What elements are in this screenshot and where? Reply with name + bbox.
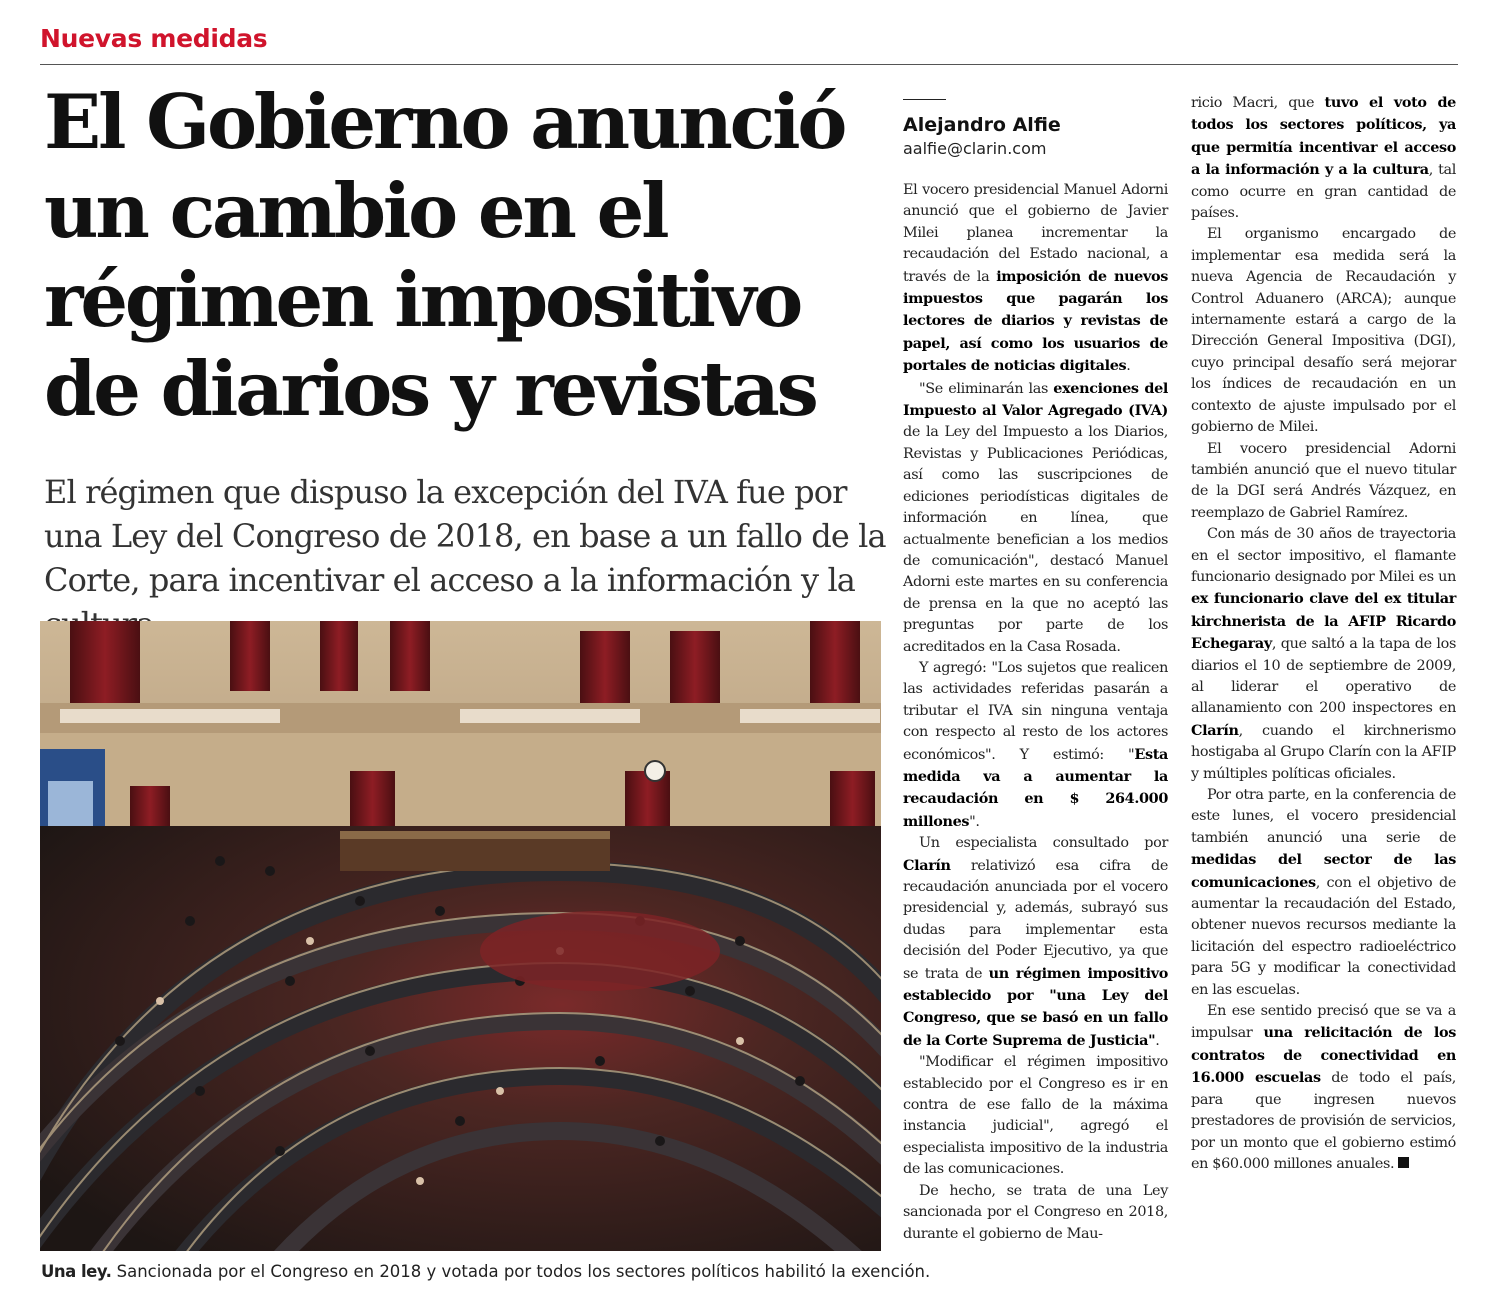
- body-paragraph-continued: [1191, 92, 1456, 224]
- text-run: , que saltó a la tapa de los diarios el 10 de septiembre de 2009, al liderar el operativo de allanamiento con 200 inspectores en: [1191, 636, 1456, 717]
- text-run: Un especialista consultado por: [919, 835, 1168, 852]
- end-mark-icon: [1398, 1157, 1409, 1168]
- photo-illustration: [40, 621, 881, 1251]
- text-run: , tal como ocurre en gran cantidad de países.: [1191, 162, 1456, 222]
- bold-run: exenciones del Impuesto al Valor Agregado (IVA): [903, 379, 1168, 420]
- body-paragraph: [1191, 224, 1456, 438]
- text-run: En ese sentido precisó que se va a impulsar: [1191, 1003, 1456, 1042]
- body-paragraph: [903, 378, 1168, 658]
- text-run: El vocero presidencial Adorni también anunció que el nuevo titular de la DGI será Andrés Vázquez, en reemplazo de Gabriel Ramírez.: [1191, 440, 1456, 521]
- text-run: Con más de 30 años de trayectoria en el sector impositivo, el flamante funcionario designado por Milei es un: [1191, 526, 1456, 585]
- bold-run: ex funcionario clave del ex titular kirchnerista de la AFIP Ricardo Echegaray: [1191, 590, 1456, 653]
- body-paragraph: [903, 1052, 1168, 1180]
- text-run: El organismo encargado de implementar esa medida será la nueva Agencia de Recaudación y Control Aduanero (ARCA); aunque internamente estará a cargo de la Dirección General Impositiva (DGI), cuyo principal desafío será mejorar los índices de recaudación en un contexto de ajuste impulsado por el gobierno de Milei.: [1191, 226, 1456, 436]
- body-paragraph: [1191, 785, 1456, 1001]
- byline-author: Alejandro Alfie: [903, 114, 1061, 136]
- body-paragraph: [903, 1181, 1168, 1245]
- body-paragraph: [903, 180, 1168, 378]
- text-run: De hecho, se trata de una Ley sancionada por el Congreso en 2018, durante el gobierno de Mau-: [903, 1182, 1168, 1242]
- bold-run: imposición de nuevos impuestos que pagarán los lectores de diarios y revistas de papel, así como los usuarios de portales de noticias digitales: [903, 267, 1168, 375]
- text-run: de todo el país, para que ingresen nuevos prestadores de provisión de servicios, por un monto que el gobierno estimó en $60.000 millones anuales.: [1191, 1070, 1456, 1172]
- byline-divider: [903, 99, 946, 100]
- text-run: , con el objetivo de aumentar la recaudación del Estado, obtener nuevos recursos mediante la licitación del espectro radioeléctrico para 5G y modificar la conectividad en las escuelas.: [1191, 874, 1456, 998]
- caption-lead: Una ley.: [41, 1262, 112, 1281]
- body-paragraph: [1191, 439, 1456, 525]
- body-paragraph: [903, 658, 1168, 833]
- bold-run: Clarín: [903, 856, 951, 874]
- text-run: El vocero presidencial Manuel Adorni anunció que el gobierno de Javier Milei planea incrementar la recaudación del Estado nacional, a través de la: [903, 182, 1168, 285]
- bold-run: un régimen impositivo establecido por "una Ley del Congreso, que se basó en un fallo de la Corte Suprema de Justicia": [903, 964, 1168, 1049]
- text-run: relativizó esa cifra de recaudación anunciada por el vocero presidencial y, además, subrayó sus dudas para implementar esta decisión del Poder Ejecutivo, ya que se trata de: [903, 857, 1168, 982]
- bold-run: tuvo el voto de todos los sectores políticos, ya que permitía incentivar el acceso a la información y a la cultura: [1191, 94, 1456, 179]
- photo-congress-chamber: [40, 621, 881, 1251]
- text-run: ricio Macri, que: [1191, 95, 1325, 111]
- deck-subheadline: El régimen que dispuso la excepción del IVA fue por una Ley del Congreso de 2018, en base a un fallo de la Corte, para incentivar el acceso a la información y la: [44, 473, 886, 599]
- caption-text: Sancionada por el Congreso en 2018 y votada por todos los sectores políticos habilitó la exención.: [111, 1262, 931, 1281]
- body-paragraph: [1191, 1001, 1456, 1175]
- text-run: , cuando el kirchnerismo hostigaba al Grupo Clarín con la AFIP y múltiples políticas oficiales.: [1191, 722, 1456, 782]
- body-paragraph: [903, 833, 1168, 1052]
- text-run: .: [1155, 1032, 1160, 1049]
- text-run: Y agregó: "Los sujetos que realicen las actividades referidas pasarán a tributar el IVA sin ninguna ventaja con respecto al resto de los actores económicos". Y estimó: ": [903, 659, 1168, 763]
- section-divider: [40, 64, 1458, 65]
- section-label: Nuevas medidas: [40, 24, 268, 53]
- bold-run: una relicitación de los contratos de conectividad en 16.000 escuelas: [1191, 1024, 1456, 1087]
- body-paragraph: [1191, 524, 1456, 785]
- photo-caption: [41, 1262, 931, 1281]
- article-column-1: [903, 180, 1168, 1245]
- bold-run: Esta medida va a aumentar la recaudación en $ 264.000 millones: [903, 745, 1168, 830]
- text-run: "Modificar el régimen impositivo establecido por el Congreso es ir en contra de ese fallo de la máxima instancia judicial", agregó el especialista impositivo de la industria de las comunicaciones.: [903, 1054, 1168, 1178]
- byline-email[interactable]: aalfie@clarin.com: [903, 139, 1047, 158]
- article-column-2: [1191, 92, 1456, 1175]
- text-run: Por otra parte, en la conferencia de este lunes, el vocero presidencial también anunció una serie de: [1191, 787, 1456, 846]
- text-run: ".: [969, 813, 980, 830]
- bold-run: medidas del sector de las comunicaciones: [1191, 851, 1456, 891]
- text-run: .: [1126, 358, 1131, 375]
- bold-run: Clarín: [1191, 721, 1239, 739]
- text-run: "Se eliminarán las: [919, 380, 1054, 397]
- headline: El Gobierno anunció un cambio en el régimen impositivo de diarios y revistas: [44, 78, 845, 433]
- text-run: de la Ley del Impuesto a los Diarios, Revistas y Publicaciones Periódicas, así como las suscripciones de ediciones periodísticas digitales de información en línea, que actualmente benefician a los medios de comunicación", destacó Manuel Adorni este martes en su conferencia de prensa en la que no aceptó las preguntas por parte de los acreditados en la Casa Rosada.: [903, 424, 1168, 655]
